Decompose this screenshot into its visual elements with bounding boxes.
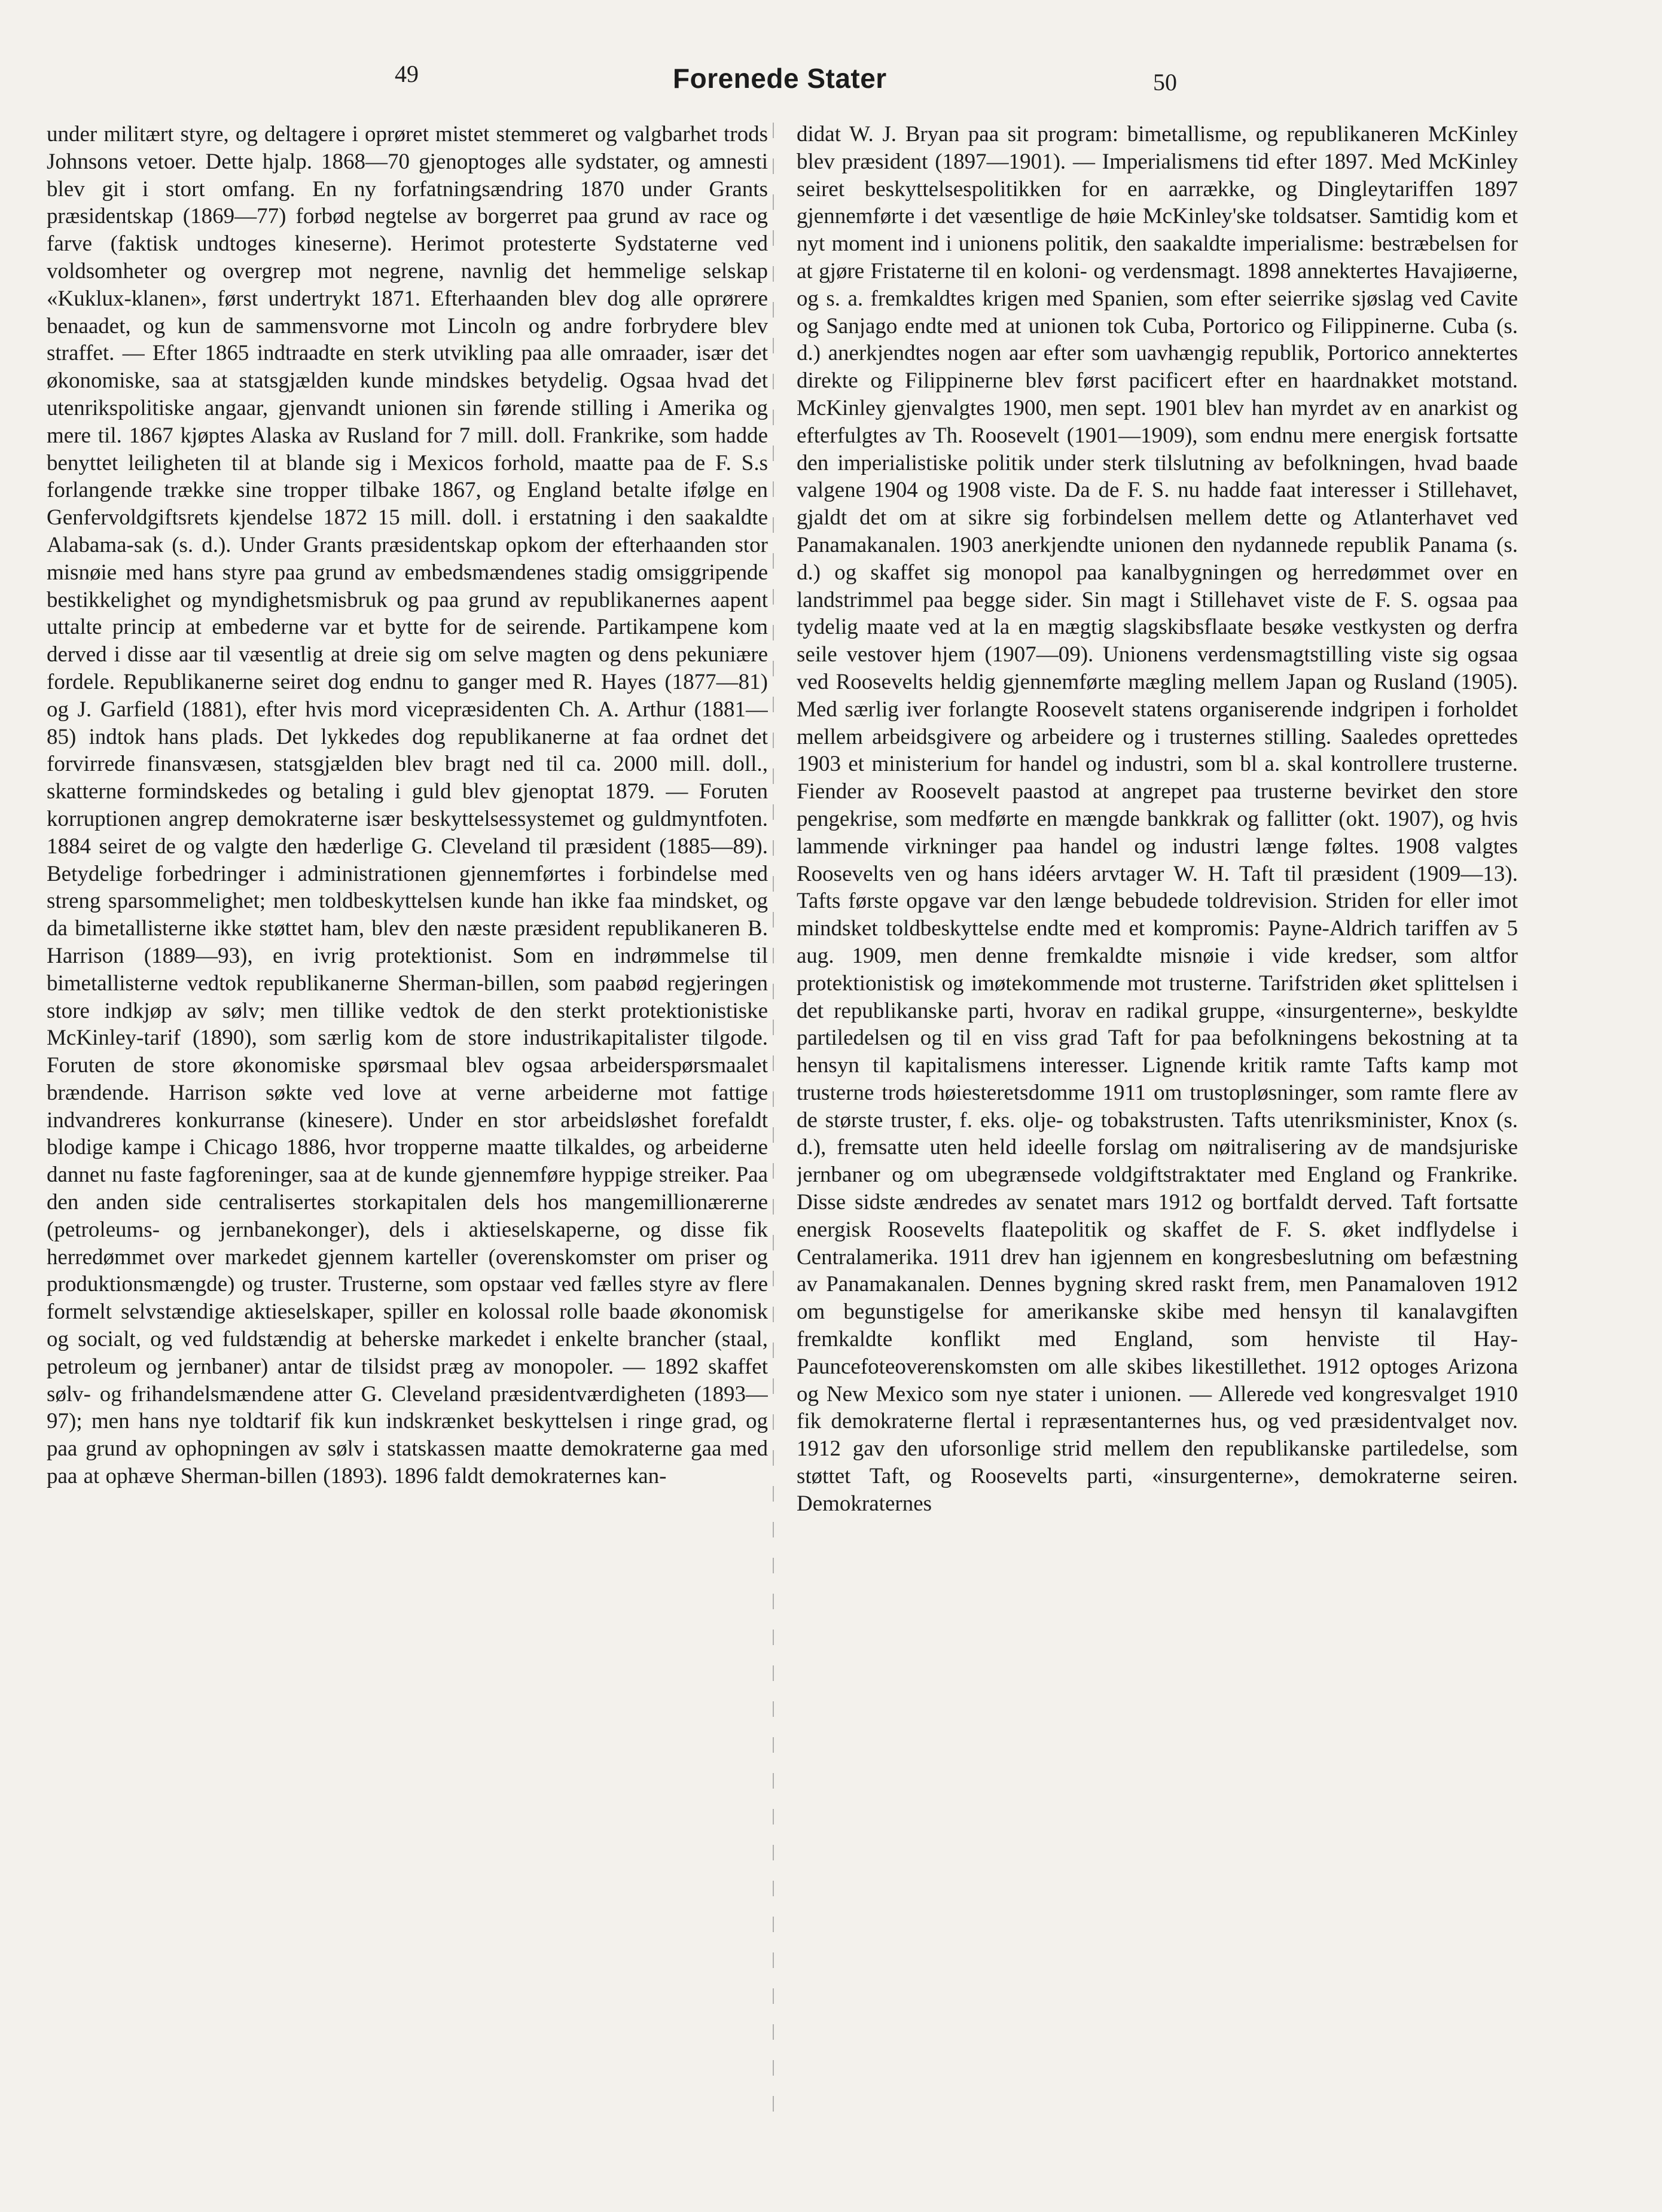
running-title: Forenede Stater [673,63,887,94]
page-number-right: 50 [1153,69,1177,96]
body-text-right: didat W. J. Bryan paa sit program: bimetallisme, og republikaneren McKinley blev præsident (1897—1901). — Imperialismens tid efter 1897. Med McKinley seiret beskyttelsespolitikken for en aarrække, og Dingleytariffen 1897 gjennemførte i det væsentlige de høie McKinley'ske toldsatser. Samtidig kom et nyt moment ind i unionens politik, den saakaldte imperialisme: bestræbelsen for at gjøre Fristaterne til en koloni- og verdensmagt. 1898 annektertes Havajiøerne, og s. a. fremkaldtes krigen med Spanien, som efter seierrike sjøslag ved Cavite og Sanjago endte med at unionen tok Cuba, Portorico og Filippinerne. Cuba (s. d.) anerkjendtes nogen aar efter som uavhængig republik, Portorico annektertes direkte og Filippinerne blev først pacificert efter en haardnakket motstand. McKinley gjenvalgtes 1900, men sept. 1901 blev han myrdet av en anarkist og efterfulgtes av Th. Roosevelt (1901—1909), som endnu mere energisk fortsatte den imperialistiske politik under sterk tilslutning av befolkningen, hvad baade valgene 1904 og 1908 viste. Da de F. S. nu hadde faat interesser i Stillehavet, gjaldt det om at sikre sig forbindelsen mellem dette og Atlanterhavet ved Panamakanalen. 1903 anerkjendte unionen den nydannede republik Panama (s. d.) og skaffet sig monopol paa kanalbygningen og herredømmet over en landstrimmel paa begge sider. Sin magt i Stillehavet viste de F. S. ogsaa paa tydelig maate ved at la en mægtig slagskibsflaate besøke vestkysten og derfra seile vestover hjem (1907—09). Unionens verdensmagtstilling viste sig ogsaa ved Roosevelts heldig gjennemførte mægling mellem Japan og Rusland (1905). Med særlig iver forlangte Roosevelt statens organiserende indgripen i forholdet mellem arbeidsgivere og arbeidere og i trusternes stilling. Saaledes oprettedes 1903 et ministerium for handel og industri, som bl a. skal kontrollere trusterne. Fiender av Roosevelt paastod at angrepet paa trusterne bevirket den store pengekrise, som medførte en mængde bankkrak og fallitter (okt. 1907), og hvis lammende virkninger paa handel og industri længe føltes. 1908 valgtes Roosevelts ven og hans idéers arvtager W. H. Taft til præsident (1909—13). Tafts første opgave var den længe bebudede toldrevision. Striden for eller imot mindsket toldbeskyttelse endte med et kompromis: Payne-Aldrich tariffen av 5 aug. 1909, men denne fremkaldte misnøie i vide kredser, som altfor protektionistisk og imøtekommende mot trusterne. Tarifstriden øket splittelsen i det republikanske parti, hvorav en radikal gruppe, «insurgenterne», beskyldte partiledelsen og til en viss grad Taft for paa befolkningens bekostning at ta hensyn til kapitalismens interesser. Lignende kritik ramte Tafts kamp mot trusterne trods høiesteretsdomme 1911 om trustopløsninger, som ramte flere av de største truster, f. eks. olje- og tobakstrusten. Tafts utenriksminister, Knox (s. d.), fremsatte uten held ideelle forslag om nøitralisering av de mandsjuriske jernbaner og om ubegrænsede voldgiftstraktater med England og Frankrike. Disse sidste ændredes av senatet mars 1912 og bortfaldt derved. Taft fortsatte energisk Roosevelts flaatepolitik og skaffet de F. S. øket indflydelse i Centralamerika. 1911 drev han igjennem en kongresbeslutning om befæstning av Panamakanalen. Dennes bygning skred raskt frem, men Panamaloven 1912 om begunstigelse for amerikanske skibe med hensyn til kanalavgiften fremkaldte konflikt med England, som henviste til Hay-Pauncefoteoverenskomsten om alle skibes likestillethet. 1912 optoges Arizona og New Mexico som nye stater i unionen. — Allerede ved kongresvalget 1910 fik demokraterne flertal i repræsentanternes hus, og ved præsidentvalget nov. 1912 gav den uforsonlige strid mellem den republikanske partiledelse, som støttet Taft, og Roosevelts parti, «insurgenterne», demokraterne seiren. Demokraternes [797,122,1518,1516]
body-text-left: under militært styre, og deltagere i oprøret mistet stemmeret og valgbarhet trods Johnsons vetoer. Dette hjalp. 1868—70 gjenoptoges alle sydstater, og amnesti blev git i stort omfang. En ny forfatningsændring 1870 under Grants præsidentskap (1869—77) forbød negtelse av borgerret paa grund av race og farve (faktisk undtoges kineserne). Herimot protesterte Sydstaterne ved voldsomheter og overgrep mot negrene, navnlig det hemmelige selskap «Kuklux-klanen», først undertrykt 1871. Efterhaanden blev dog alle oprørere benaadet, og kun de sammensvorne mot Lincoln og andre forbrydere blev straffet. — Efter 1865 indtraadte en sterk utvikling paa alle omraader, især det økonomiske, saa at statsgjælden kunde mindskes betydelig. Ogsaa hvad det utenrikspolitiske angaar, gjenvandt unionen sin førende stilling i Amerika og mere til. 1867 kjøptes Alaska av Rusland for 7 mill. doll. Frankrike, som hadde benyttet leiligheten til at blande sig i Mexicos forhold, maatte paa de F. S.s forlangende trække sine tropper tilbake 1867, og England betalte ifølge en Genfervoldgiftsrets kjendelse 1872 15 mill. doll. i erstatning i den saakaldte Alabama-sak (s. d.). Under Grants præsidentskap opkom der efterhaanden stor misnøie med hans styre paa grund av embedsmændenes stadig omsiggripende bestikkelighet og myndighetsmisbruk og paa grund av republikanernes aapent uttalte princip at embederne var et bytte for de seirende. Partikampene kom derved i disse aar til væsentlig at dreie sig om selve magten og dens pekuniære fordele. Republikanerne seiret dog endnu to ganger med R. Hayes (1877—81) og J. Garfield (1881), efter hvis mord vicepræsidenten Ch. A. Arthur (1881—85) indtok hans plads. Det lykkedes dog republikanerne at faa ordnet det forvirrede finansvæsen, statsgjælden blev bragt ned til ca. 2000 mill. doll., skatterne formindskedes og betaling i guld blev gjenoptat 1879. — Foruten korruptionen angrep demokraterne især beskyttelsessystemet og guldmyntfoten. 1884 seiret de og valgte den hæderlige G. Cleveland til præsident (1885—89). Betydelige forbedringer i administrationen gjennemførtes i forbindelse med streng sparsommelighet; men toldbeskyttelsen kunde han ikke faa mindsket, og da bimetallisterne ikke støttet ham, blev den næste præsident republikaneren B. Harrison (1889—93), en ivrig protektionist. Som en indrømmelse til bimetallisterne vedtok republikanerne Sherman-billen, som paabød regjeringen store indkjøp av sølv; men tillike vedtok de den sterkt protektionistiske McKinley-tarif (1890), som særlig kom de store industrikapitalister tilgode. Foruten de store økonomiske spørsmaal blev ogsaa arbeiderspørsmaalet brændende. Harrison søkte ved love at verne arbeiderne mot fattige indvandreres konkurranse (kinesere). Under en stor arbeidsløshet forefaldt blodige kampe i Chicago 1886, hvor tropperne maatte tilkaldes, og arbeiderne dannet nu faste fagforeninger, saa at de kunde gjennemføre hyppige streiker. Paa den anden side centralisertes storkapitalen dels hos mangemillionærerne (petroleums- og jernbanekonger), dels i aktieselskaperne, og disse fik herredømmet over markedet gjennem karteller (overenskomster om priser og produktionsmængde) og truster. Trusterne, som opstaar ved fælles styre av flere formelt selvstændige aktieselskaper, spiller en kolossal rolle baade økonomisk og socialt, og ved fuldstændig at beherske markedet i enkelte brancher (staal, petroleum og jernbaner) antar de tilsidst præg av monopoler. — 1892 skaffet sølv- og frihandelsmændene atter G. Cleveland præsidentværdigheten (1893—97); men hans nye toldtarif fik kun indskrænket beskyttelsen i ringe grad, og paa grund av ophopningen av sølv i statskassen maatte demokraterne gaa med paa at ophæve Sherman-billen (1893). 1896 faldt demokraternes kan- [47,122,768,1489]
text-column-left [47,121,768,2118]
column-divider [773,123,774,2114]
page-header [0,60,1662,108]
text-column-right [797,121,1518,2118]
page-number-left: 49 [395,60,419,87]
